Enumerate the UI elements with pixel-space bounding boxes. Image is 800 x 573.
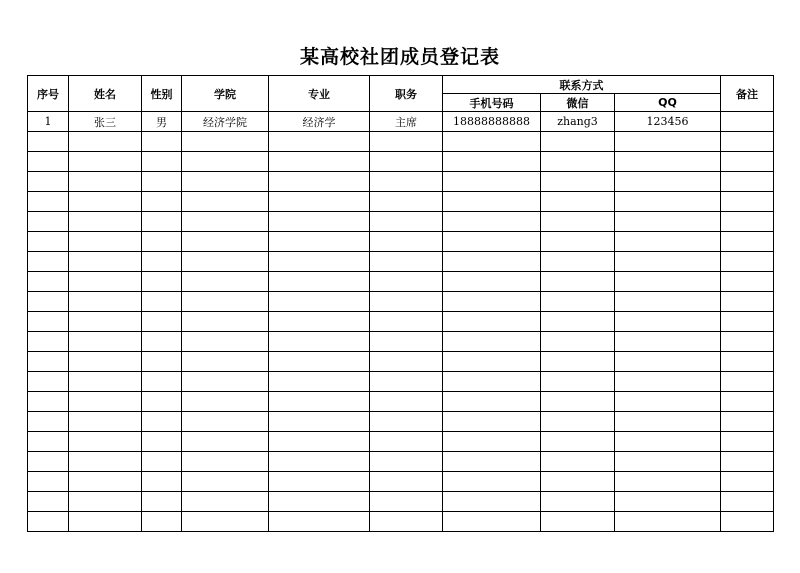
cell-seq[interactable] xyxy=(28,432,69,452)
cell-gender[interactable]: 男 xyxy=(142,112,182,132)
cell-phone[interactable] xyxy=(443,492,541,512)
table-row xyxy=(28,472,774,492)
cell-seq[interactable]: 1 xyxy=(28,112,69,132)
cell-name[interactable] xyxy=(69,372,142,392)
cell-major[interactable] xyxy=(269,172,370,192)
cell-major[interactable] xyxy=(269,472,370,492)
header-phone: 手机号码 xyxy=(443,94,541,112)
cell-wechat[interactable] xyxy=(541,472,615,492)
cell-wechat[interactable] xyxy=(541,452,615,472)
cell-qq[interactable] xyxy=(615,172,721,192)
cell-gender[interactable] xyxy=(142,212,182,232)
table-row xyxy=(28,132,774,152)
table-row xyxy=(28,212,774,232)
cell-position[interactable] xyxy=(370,352,443,372)
cell-remark[interactable] xyxy=(721,452,774,472)
cell-major[interactable] xyxy=(269,192,370,212)
cell-position[interactable] xyxy=(370,252,443,272)
cell-name[interactable]: 张三 xyxy=(69,112,142,132)
cell-phone[interactable] xyxy=(443,472,541,492)
cell-college[interactable] xyxy=(182,192,269,212)
cell-college[interactable] xyxy=(182,452,269,472)
cell-position[interactable] xyxy=(370,192,443,212)
cell-major[interactable] xyxy=(269,272,370,292)
cell-college[interactable] xyxy=(182,232,269,252)
cell-position[interactable] xyxy=(370,172,443,192)
cell-college[interactable] xyxy=(182,332,269,352)
header-qq: QQ xyxy=(615,94,721,112)
cell-qq[interactable] xyxy=(615,192,721,212)
table-row xyxy=(28,392,774,412)
cell-name[interactable] xyxy=(69,452,142,472)
cell-phone[interactable] xyxy=(443,252,541,272)
header-remark: 备注 xyxy=(721,76,774,112)
table-row xyxy=(28,112,774,132)
cell-major[interactable] xyxy=(269,212,370,232)
cell-phone[interactable] xyxy=(443,512,541,532)
cell-gender[interactable] xyxy=(142,152,182,172)
cell-position[interactable] xyxy=(370,432,443,452)
cell-qq[interactable] xyxy=(615,432,721,452)
cell-gender[interactable] xyxy=(142,192,182,212)
cell-name[interactable] xyxy=(69,292,142,312)
member-register-table xyxy=(27,75,774,532)
table-row xyxy=(28,272,774,292)
cell-college[interactable] xyxy=(182,492,269,512)
cell-remark[interactable] xyxy=(721,152,774,172)
cell-phone[interactable] xyxy=(443,452,541,472)
cell-phone[interactable] xyxy=(443,352,541,372)
cell-gender[interactable] xyxy=(142,272,182,292)
table-row xyxy=(28,512,774,532)
cell-seq[interactable] xyxy=(28,512,69,532)
cell-college[interactable] xyxy=(182,312,269,332)
table-row xyxy=(28,452,774,472)
cell-qq[interactable] xyxy=(615,132,721,152)
table-row xyxy=(28,492,774,512)
cell-position[interactable] xyxy=(370,412,443,432)
cell-college[interactable] xyxy=(182,272,269,292)
cell-gender[interactable] xyxy=(142,172,182,192)
cell-wechat[interactable] xyxy=(541,252,615,272)
cell-name[interactable] xyxy=(69,172,142,192)
cell-college[interactable] xyxy=(182,252,269,272)
cell-qq[interactable] xyxy=(615,312,721,332)
cell-wechat[interactable] xyxy=(541,492,615,512)
cell-major[interactable] xyxy=(269,332,370,352)
cell-wechat[interactable] xyxy=(541,412,615,432)
cell-name[interactable] xyxy=(69,352,142,372)
cell-qq[interactable] xyxy=(615,492,721,512)
cell-major[interactable] xyxy=(269,292,370,312)
cell-seq[interactable] xyxy=(28,352,69,372)
header-gender: 性别 xyxy=(142,76,182,112)
cell-seq[interactable] xyxy=(28,252,69,272)
cell-gender[interactable] xyxy=(142,312,182,332)
cell-gender[interactable] xyxy=(142,372,182,392)
cell-college[interactable] xyxy=(182,512,269,532)
cell-major[interactable] xyxy=(269,352,370,372)
cell-qq[interactable] xyxy=(615,332,721,352)
cell-position[interactable] xyxy=(370,212,443,232)
cell-qq[interactable] xyxy=(615,352,721,372)
cell-name[interactable] xyxy=(69,332,142,352)
cell-college[interactable] xyxy=(182,372,269,392)
cell-position[interactable] xyxy=(370,452,443,472)
cell-phone[interactable] xyxy=(443,412,541,432)
header-contact: 联系方式 xyxy=(443,76,721,94)
table-row xyxy=(28,312,774,332)
cell-remark[interactable] xyxy=(721,432,774,452)
cell-name[interactable] xyxy=(69,232,142,252)
cell-major[interactable] xyxy=(269,372,370,392)
table-row xyxy=(28,292,774,312)
cell-wechat[interactable] xyxy=(541,172,615,192)
cell-gender[interactable] xyxy=(142,452,182,472)
cell-remark[interactable] xyxy=(721,372,774,392)
cell-seq[interactable] xyxy=(28,412,69,432)
cell-position[interactable] xyxy=(370,392,443,412)
cell-phone[interactable] xyxy=(443,212,541,232)
cell-qq[interactable] xyxy=(615,472,721,492)
cell-name[interactable] xyxy=(69,392,142,412)
table-row xyxy=(28,352,774,372)
cell-seq[interactable] xyxy=(28,212,69,232)
table-row xyxy=(28,372,774,392)
cell-remark[interactable] xyxy=(721,512,774,532)
cell-major[interactable]: 经济学 xyxy=(269,112,370,132)
cell-wechat[interactable] xyxy=(541,132,615,152)
cell-phone[interactable] xyxy=(443,192,541,212)
cell-seq[interactable] xyxy=(28,192,69,212)
cell-gender[interactable] xyxy=(142,492,182,512)
cell-major[interactable] xyxy=(269,232,370,252)
cell-phone[interactable]: 18888888888 xyxy=(443,112,541,132)
cell-gender[interactable] xyxy=(142,432,182,452)
cell-major[interactable] xyxy=(269,512,370,532)
cell-position[interactable] xyxy=(370,472,443,492)
cell-seq[interactable] xyxy=(28,492,69,512)
cell-qq[interactable] xyxy=(615,372,721,392)
cell-name[interactable] xyxy=(69,312,142,332)
cell-wechat[interactable]: zhang3 xyxy=(541,112,615,132)
cell-position[interactable] xyxy=(370,132,443,152)
cell-seq[interactable] xyxy=(28,292,69,312)
cell-qq[interactable] xyxy=(615,412,721,432)
cell-qq[interactable] xyxy=(615,212,721,232)
cell-qq[interactable]: 123456 xyxy=(615,112,721,132)
cell-seq[interactable] xyxy=(28,472,69,492)
cell-name[interactable] xyxy=(69,492,142,512)
cell-seq[interactable] xyxy=(28,152,69,172)
cell-gender[interactable] xyxy=(142,412,182,432)
cell-remark[interactable] xyxy=(721,472,774,492)
cell-wechat[interactable] xyxy=(541,212,615,232)
cell-major[interactable] xyxy=(269,492,370,512)
header-wechat: 微信 xyxy=(541,94,615,112)
cell-phone[interactable] xyxy=(443,172,541,192)
cell-name[interactable] xyxy=(69,432,142,452)
cell-wechat[interactable] xyxy=(541,332,615,352)
cell-remark[interactable] xyxy=(721,132,774,152)
cell-gender[interactable] xyxy=(142,332,182,352)
cell-seq[interactable] xyxy=(28,392,69,412)
cell-gender[interactable] xyxy=(142,352,182,372)
cell-qq[interactable] xyxy=(615,392,721,412)
cell-gender[interactable] xyxy=(142,292,182,312)
cell-position[interactable] xyxy=(370,492,443,512)
cell-gender[interactable] xyxy=(142,132,182,152)
cell-name[interactable] xyxy=(69,192,142,212)
cell-wechat[interactable] xyxy=(541,352,615,372)
cell-qq[interactable] xyxy=(615,452,721,472)
cell-gender[interactable] xyxy=(142,512,182,532)
cell-phone[interactable] xyxy=(443,432,541,452)
header-college: 学院 xyxy=(182,76,269,112)
cell-remark[interactable] xyxy=(721,292,774,312)
table-row xyxy=(28,332,774,352)
cell-seq[interactable] xyxy=(28,452,69,472)
cell-position[interactable] xyxy=(370,292,443,312)
cell-phone[interactable] xyxy=(443,332,541,352)
cell-wechat[interactable] xyxy=(541,192,615,212)
cell-qq[interactable] xyxy=(615,512,721,532)
cell-major[interactable] xyxy=(269,392,370,412)
cell-remark[interactable] xyxy=(721,392,774,412)
cell-name[interactable] xyxy=(69,212,142,232)
cell-seq[interactable] xyxy=(28,332,69,352)
cell-college[interactable] xyxy=(182,352,269,372)
cell-name[interactable] xyxy=(69,272,142,292)
cell-phone[interactable] xyxy=(443,272,541,292)
cell-name[interactable] xyxy=(69,252,142,272)
cell-seq[interactable] xyxy=(28,172,69,192)
table-row xyxy=(28,192,774,212)
cell-college[interactable]: 经济学院 xyxy=(182,112,269,132)
cell-college[interactable] xyxy=(182,132,269,152)
cell-position[interactable] xyxy=(370,312,443,332)
header-row-1 xyxy=(28,76,774,94)
table-row xyxy=(28,152,774,172)
cell-name[interactable] xyxy=(69,152,142,172)
cell-phone[interactable] xyxy=(443,292,541,312)
cell-seq[interactable] xyxy=(28,232,69,252)
cell-remark[interactable] xyxy=(721,212,774,232)
table-row xyxy=(28,232,774,252)
cell-position[interactable] xyxy=(370,332,443,352)
cell-position[interactable] xyxy=(370,152,443,172)
header-name: 姓名 xyxy=(69,76,142,112)
header-seq: 序号 xyxy=(28,76,69,112)
cell-gender[interactable] xyxy=(142,472,182,492)
cell-remark[interactable] xyxy=(721,172,774,192)
page-title: 某高校社团成员登记表 xyxy=(299,46,500,68)
cell-college[interactable] xyxy=(182,412,269,432)
cell-college[interactable] xyxy=(182,392,269,412)
cell-college[interactable] xyxy=(182,152,269,172)
cell-major[interactable] xyxy=(269,432,370,452)
cell-phone[interactable] xyxy=(443,232,541,252)
cell-wechat[interactable] xyxy=(541,432,615,452)
cell-remark[interactable] xyxy=(721,272,774,292)
table-body xyxy=(28,112,774,532)
cell-college[interactable] xyxy=(182,292,269,312)
cell-wechat[interactable] xyxy=(541,372,615,392)
cell-wechat[interactable] xyxy=(541,392,615,412)
cell-wechat[interactable] xyxy=(541,312,615,332)
cell-position[interactable] xyxy=(370,232,443,252)
cell-college[interactable] xyxy=(182,212,269,232)
table-row xyxy=(28,412,774,432)
cell-qq[interactable] xyxy=(615,152,721,172)
header-position: 职务 xyxy=(370,76,443,112)
cell-major[interactable] xyxy=(269,252,370,272)
cell-remark[interactable] xyxy=(721,492,774,512)
cell-qq[interactable] xyxy=(615,272,721,292)
cell-name[interactable] xyxy=(69,132,142,152)
cell-remark[interactable] xyxy=(721,312,774,332)
cell-remark[interactable] xyxy=(721,252,774,272)
cell-qq[interactable] xyxy=(615,292,721,312)
cell-major[interactable] xyxy=(269,152,370,172)
cell-wechat[interactable] xyxy=(541,152,615,172)
cell-phone[interactable] xyxy=(443,132,541,152)
cell-remark[interactable] xyxy=(721,412,774,432)
cell-seq[interactable] xyxy=(28,272,69,292)
header-major: 专业 xyxy=(269,76,370,112)
cell-position[interactable] xyxy=(370,372,443,392)
cell-phone[interactable] xyxy=(443,152,541,172)
table-row xyxy=(28,172,774,192)
cell-gender[interactable] xyxy=(142,392,182,412)
cell-qq[interactable] xyxy=(615,232,721,252)
cell-phone[interactable] xyxy=(443,372,541,392)
cell-position[interactable] xyxy=(370,272,443,292)
cell-major[interactable] xyxy=(269,452,370,472)
cell-qq[interactable] xyxy=(615,252,721,272)
cell-major[interactable] xyxy=(269,132,370,152)
cell-seq[interactable] xyxy=(28,312,69,332)
cell-wechat[interactable] xyxy=(541,292,615,312)
cell-name[interactable] xyxy=(69,512,142,532)
cell-remark[interactable] xyxy=(721,232,774,252)
cell-remark[interactable] xyxy=(721,112,774,132)
cell-seq[interactable] xyxy=(28,132,69,152)
cell-phone[interactable] xyxy=(443,392,541,412)
cell-college[interactable] xyxy=(182,472,269,492)
cell-gender[interactable] xyxy=(142,232,182,252)
cell-name[interactable] xyxy=(69,472,142,492)
cell-remark[interactable] xyxy=(721,352,774,372)
cell-seq[interactable] xyxy=(28,372,69,392)
cell-major[interactable] xyxy=(269,312,370,332)
cell-wechat[interactable] xyxy=(541,232,615,252)
cell-college[interactable] xyxy=(182,172,269,192)
cell-remark[interactable] xyxy=(721,192,774,212)
cell-gender[interactable] xyxy=(142,252,182,272)
cell-position[interactable]: 主席 xyxy=(370,112,443,132)
cell-wechat[interactable] xyxy=(541,512,615,532)
cell-position[interactable] xyxy=(370,512,443,532)
cell-major[interactable] xyxy=(269,412,370,432)
cell-phone[interactable] xyxy=(443,312,541,332)
cell-college[interactable] xyxy=(182,432,269,452)
cell-remark[interactable] xyxy=(721,332,774,352)
table-row xyxy=(28,252,774,272)
table-row xyxy=(28,432,774,452)
cell-name[interactable] xyxy=(69,412,142,432)
cell-wechat[interactable] xyxy=(541,272,615,292)
